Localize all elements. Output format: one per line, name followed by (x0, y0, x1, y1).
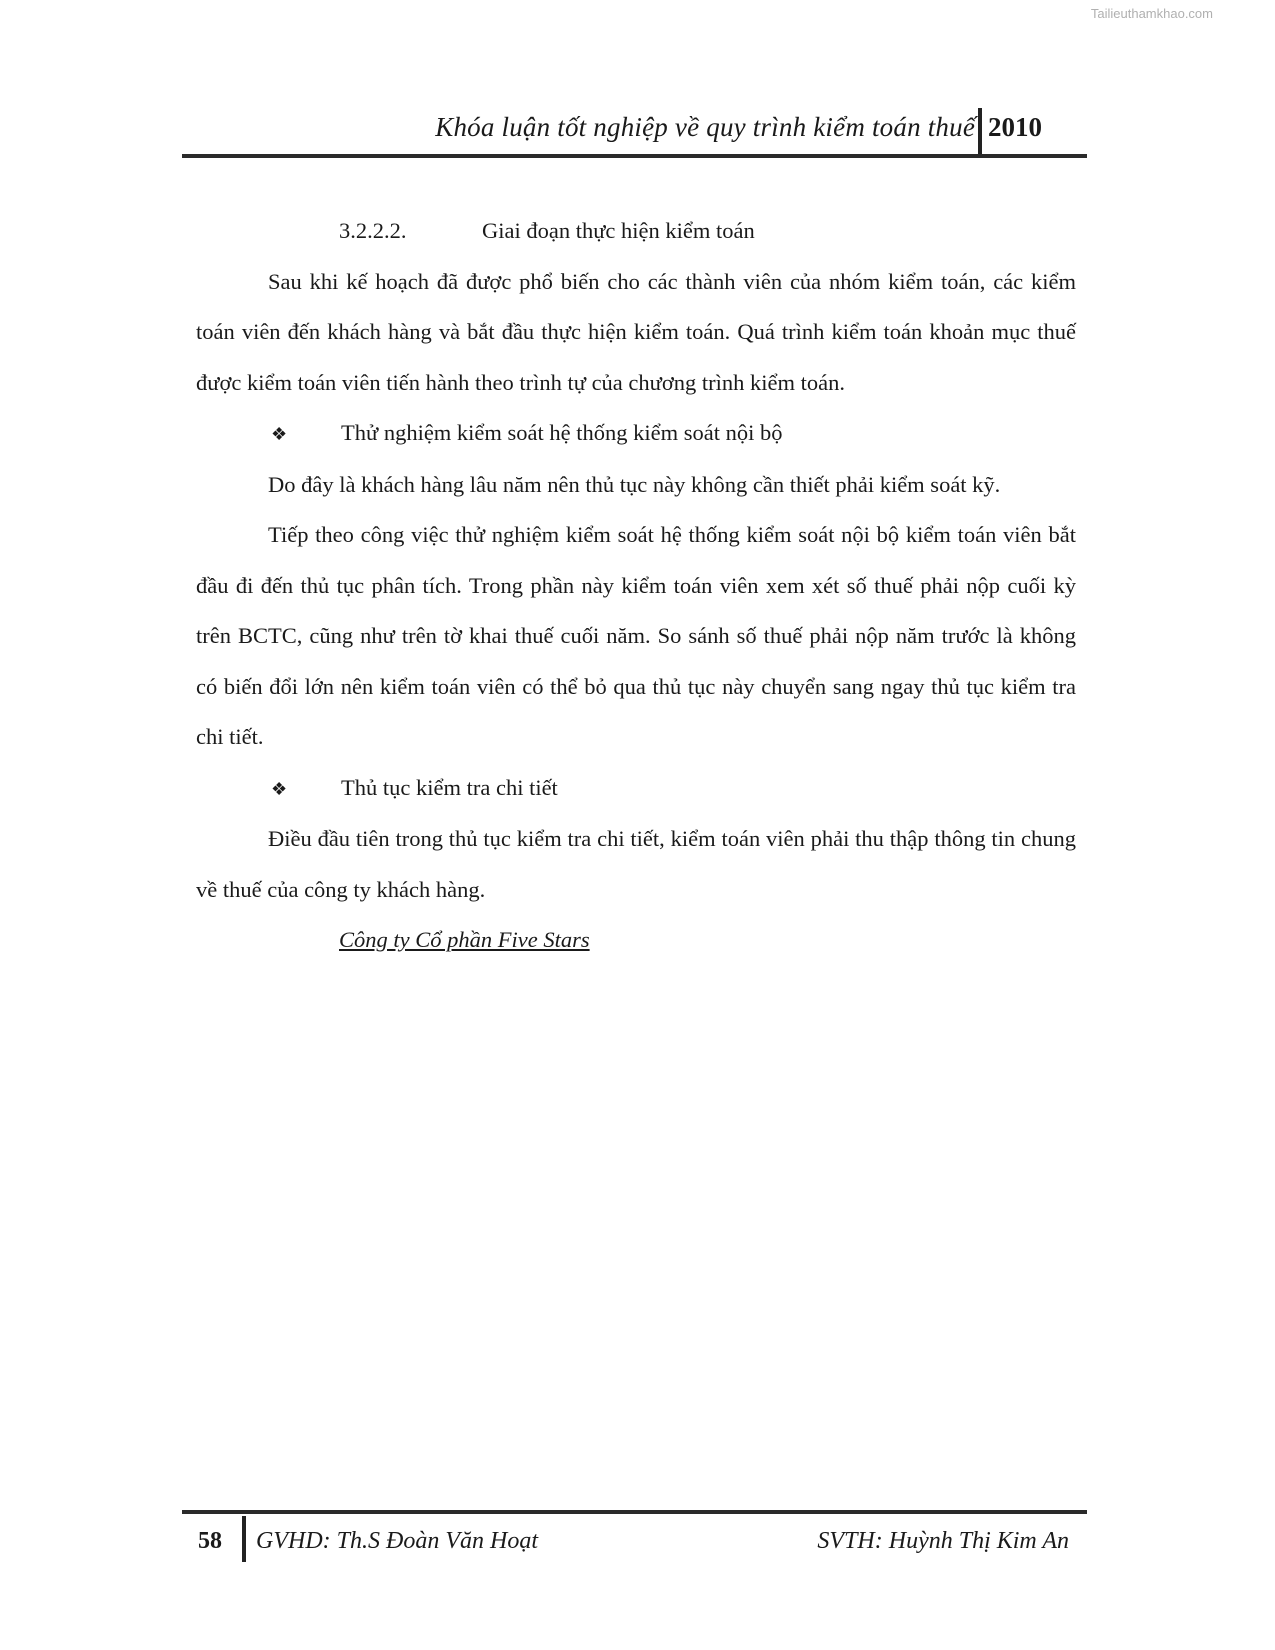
bullet-heading-2 (196, 763, 1076, 815)
header-title: Khóa luận tốt nghiệp về quy trình kiểm toán thuế (435, 112, 975, 142)
paragraph-2: Do đây là khách hàng lâu năm nên thủ tục này không cần thiết phải kiểm soát kỹ. (268, 471, 1001, 497)
page-number: 58 (198, 1528, 222, 1554)
paragraph-1: Sau khi kế hoạch đã được phổ biến cho các thành viên của nhóm kiểm toán, các kiểm toán viên đến khách hàng và bắt đầu thực hiện kiểm toán. Quá trình kiểm toán khoản mục thuế được kiểm toán viên tiến hành theo trình tự của chương trình kiểm toán. (196, 268, 1076, 395)
header-separator (978, 108, 982, 154)
page-footer (182, 1510, 1087, 1570)
company-name: Công ty Cổ phần Five Stars (339, 927, 590, 952)
bullet-heading-1 (196, 408, 1076, 460)
diamond-bullet-icon: ❖ (271, 778, 288, 799)
page-content (196, 206, 1076, 966)
paragraph-3: Tiếp theo công việc thử nghiệm kiểm soát hệ thống kiểm soát nội bộ kiểm toán viên bắt đầu đi đến thủ tục phân tích. Trong phần này kiểm toán viên xem xét số thuế phải nộp cuối kỳ trên BCTC, cũng như trên tờ khai thuế cuối năm. So sánh số thuế phải nộp năm trước là không có biến đổi lớn nên kiểm toán viên có thể bỏ qua thủ tục này chuyển sang ngay thủ tục kiểm tra chi tiết. (196, 522, 1076, 749)
section-heading (196, 206, 1076, 257)
footer-separator (242, 1516, 246, 1562)
watermark: Tailieuthamkhao.com (1090, 6, 1213, 21)
advisor-name: GVHD: Th.S Đoàn Văn Hoạt (256, 1528, 538, 1554)
student-name: SVTH: Huỳnh Thị Kim An (817, 1528, 1069, 1554)
bullet-heading-2-text: Thủ tục kiểm tra chi tiết (341, 774, 558, 800)
diamond-bullet-icon: ❖ (271, 424, 288, 444)
footer-rule (182, 1510, 1087, 1514)
header-year: 2010 (988, 112, 1042, 142)
bullet-heading-1-text: Thử nghiệm kiểm soát hệ thống kiểm soát nội bộ (341, 420, 783, 445)
header-rule (182, 154, 1087, 158)
page-header (182, 100, 1087, 160)
section-title: Giai đoạn thực hiện kiểm toán (482, 218, 755, 243)
section-number: 3.2.2.2. (339, 218, 407, 243)
paragraph-4: Điều đầu tiên trong thủ tục kiểm tra chi tiết, kiểm toán viên phải thu thập thông tin chung về thuế của công ty khách hàng. (196, 826, 1076, 902)
